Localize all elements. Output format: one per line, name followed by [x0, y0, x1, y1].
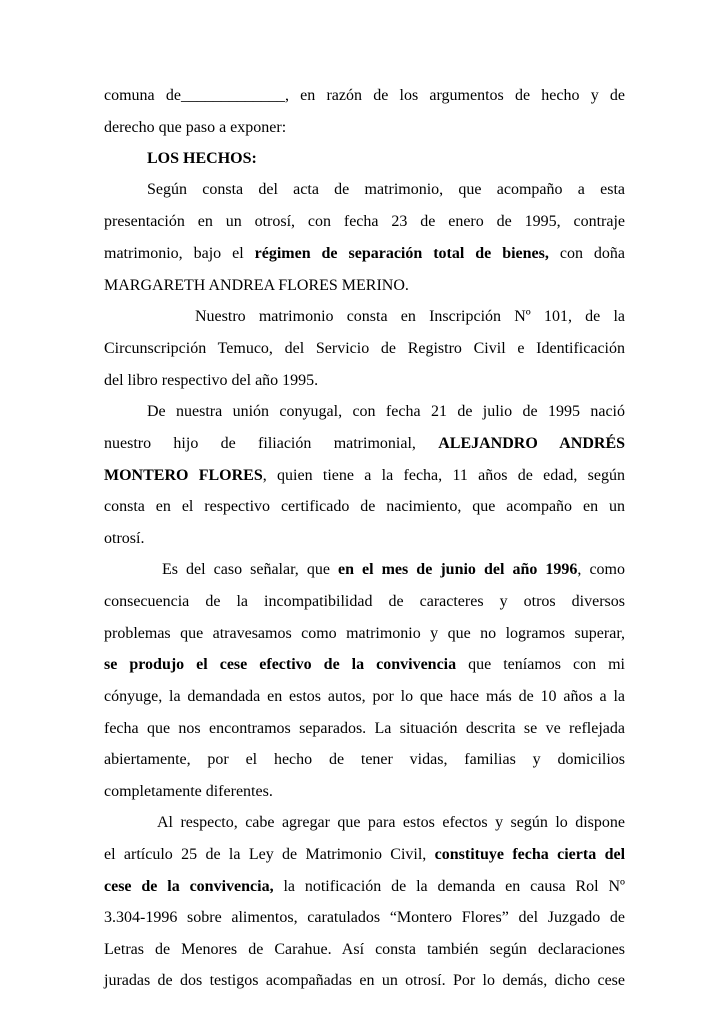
line-text: matrimonio, bajo el: [104, 245, 255, 262]
line-text: fecha que nos encontramos separados. La situación descrita se ve reflejada: [104, 720, 625, 737]
line-text: 3.304-1996 sobre alimentos, caratulados “Montero Flores” del Juzgado de: [104, 909, 625, 926]
line-text: juradas de dos testigos acompañadas en un otrosí. Por lo demás, dicho cese: [104, 972, 625, 989]
line-text: derecho que paso a exponer:: [104, 119, 287, 136]
bold-text: régimen de separación total de bienes,: [254, 245, 549, 262]
line-text: completamente diferentes.: [104, 783, 273, 800]
text-line: [104, 749, 625, 771]
text-line: [104, 781, 625, 803]
text-line: [104, 939, 625, 961]
heading-text: LOS HECHOS:: [147, 150, 257, 167]
text-line: [147, 401, 625, 423]
text-line: [104, 496, 625, 518]
line-text: del libro respectivo del año 1995.: [104, 372, 319, 389]
text-line: [104, 970, 625, 992]
line-text: consta en el respectivo certificado de nacimiento, que acompaño en un: [104, 498, 625, 515]
text-line: [147, 179, 625, 201]
line-text: con doña: [548, 245, 625, 262]
line-text: abiertamente, por el hecho de tener vidas, familias y domicilios: [104, 751, 625, 768]
line-text: MARGARETH ANDREA FLORES MERINO.: [104, 277, 409, 294]
line-text: Según consta del acta de matrimonio, que acompaño a esta: [147, 181, 625, 198]
line-text: De nuestra unión conyugal, con fecha 21 de julio de 1995 nació: [147, 403, 625, 420]
text-line: [104, 370, 625, 392]
line-text: la notificación de la demanda en causa Rol Nº: [273, 878, 626, 895]
line-text: Nuestro matrimonio consta en Inscripción Nº 101, de la: [195, 308, 625, 325]
text-line: [104, 591, 625, 613]
section-heading: [147, 148, 625, 170]
line-text: problemas que atravesamos como matrimonio y que no logramos superar,: [104, 625, 625, 642]
line-text: Circunscripción Temuco, del Servicio de Registro Civil e Identificación: [104, 340, 625, 357]
text-line: [104, 686, 625, 708]
text-line: [195, 306, 625, 328]
text-line: [104, 876, 625, 898]
line-text: presentación en un otrosí, con fecha 23 de enero de 1995, contraje: [104, 213, 625, 230]
text-line: [104, 528, 625, 550]
bold-text: MONTERO FLORES: [104, 467, 263, 484]
text-line: [104, 718, 625, 740]
line-text: Al respecto, cabe agregar que para estos efectos y según lo dispone: [157, 814, 625, 831]
text-line: [104, 243, 625, 265]
text-line: [104, 85, 625, 107]
line-text: cónyuge, la demandada en estos autos, por lo que hace más de 10 años a la: [104, 688, 625, 705]
text-line: [104, 465, 625, 487]
text-line: [104, 844, 625, 866]
line-text: Es del caso señalar, que: [162, 561, 338, 578]
text-line: [104, 211, 625, 233]
line-text: que teníamos con mi: [456, 656, 626, 673]
line-text: consecuencia de la incompatibilidad de caracteres y otros diversos: [104, 593, 625, 610]
text-line: [104, 338, 625, 360]
bold-text: constituye fecha cierta del: [434, 846, 626, 863]
line-text: otrosí.: [104, 530, 145, 547]
text-line: [104, 117, 625, 139]
line-text: el artículo 25 de la Ley de Matrimonio Civil,: [104, 846, 435, 863]
line-text: , quien tiene a la fecha, 11 años de edad, según: [262, 467, 625, 484]
text-line: [104, 623, 625, 645]
line-text: , como: [577, 561, 625, 578]
bold-text: ALEJANDRO ANDRÉS: [438, 435, 626, 452]
bold-text: se produjo el cese efectivo de la convivencia: [104, 656, 457, 673]
line-text: nuestro hijo de filiación matrimonial,: [104, 435, 439, 452]
bold-text: en el mes de junio del año 1996: [337, 561, 578, 578]
line-text: comuna de_____________, en razón de los argumentos de hecho y de: [104, 87, 625, 104]
text-line: [104, 433, 625, 455]
text-line: [162, 559, 625, 581]
text-line: [104, 907, 625, 929]
text-line: [104, 275, 625, 297]
text-line: [104, 654, 625, 676]
bold-text: cese de la convivencia,: [104, 878, 274, 895]
text-line: [157, 812, 625, 834]
line-text: Letras de Menores de Carahue. Así consta también según declaraciones: [104, 941, 625, 958]
